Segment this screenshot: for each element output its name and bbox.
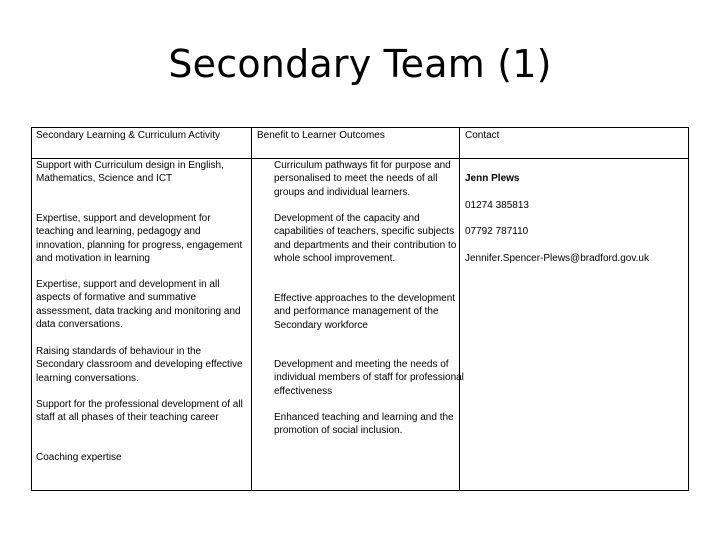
activity-item: Support for the professional development of all staff at all phases of their teaching career — [36, 399, 243, 424]
header-benefit: Benefit to Learner Outcomes — [257, 130, 385, 141]
benefit-item: Development and meeting the needs of individual members of staff for professional effectiveness — [274, 359, 464, 397]
activity-item: Support with Curriculum design in English, Mathematics, Science and ICT — [36, 160, 224, 185]
contact-phone: 01274 385813 — [465, 200, 529, 211]
contact-phone: 07792 787110 — [465, 226, 529, 237]
column-divider — [251, 128, 252, 490]
contact-name: Jenn Plews — [465, 173, 520, 184]
secondary-team-table — [31, 127, 689, 491]
activity-item: Expertise, support and development in all aspects of formative and summative assessment, data tracking and monitoring and data conversations. — [36, 279, 241, 330]
benefit-item: Curriculum pathways fit for purpose and personalised to meet the needs of all groups and individual learners. — [274, 160, 451, 198]
page-title: Secondary Team (1) — [168, 42, 552, 86]
contact-email: Jennifer.Spencer-Plews@bradford.gov.uk — [465, 253, 649, 264]
activity-item: Raising standards of behaviour in the Secondary classroom and developing effective learning conversations. — [36, 346, 243, 384]
header-activity: Secondary Learning & Curriculum Activity — [36, 130, 220, 141]
activity-item: Coaching expertise — [36, 452, 122, 463]
header-contact: Contact — [465, 130, 500, 141]
benefit-item: Enhanced teaching and learning and the promotion of social inclusion. — [274, 412, 454, 437]
benefit-item: Development of the capacity and capabilities of teachers, specific subjects and departments and their contribution to whole school improvement. — [274, 213, 457, 264]
benefit-item: Effective approaches to the development and performance management of the Secondary workforce — [274, 293, 456, 331]
activity-item: Expertise, support and development for teaching and learning, pedagogy and innovation, planning for progress, engagement and motivation in learning — [36, 213, 243, 264]
